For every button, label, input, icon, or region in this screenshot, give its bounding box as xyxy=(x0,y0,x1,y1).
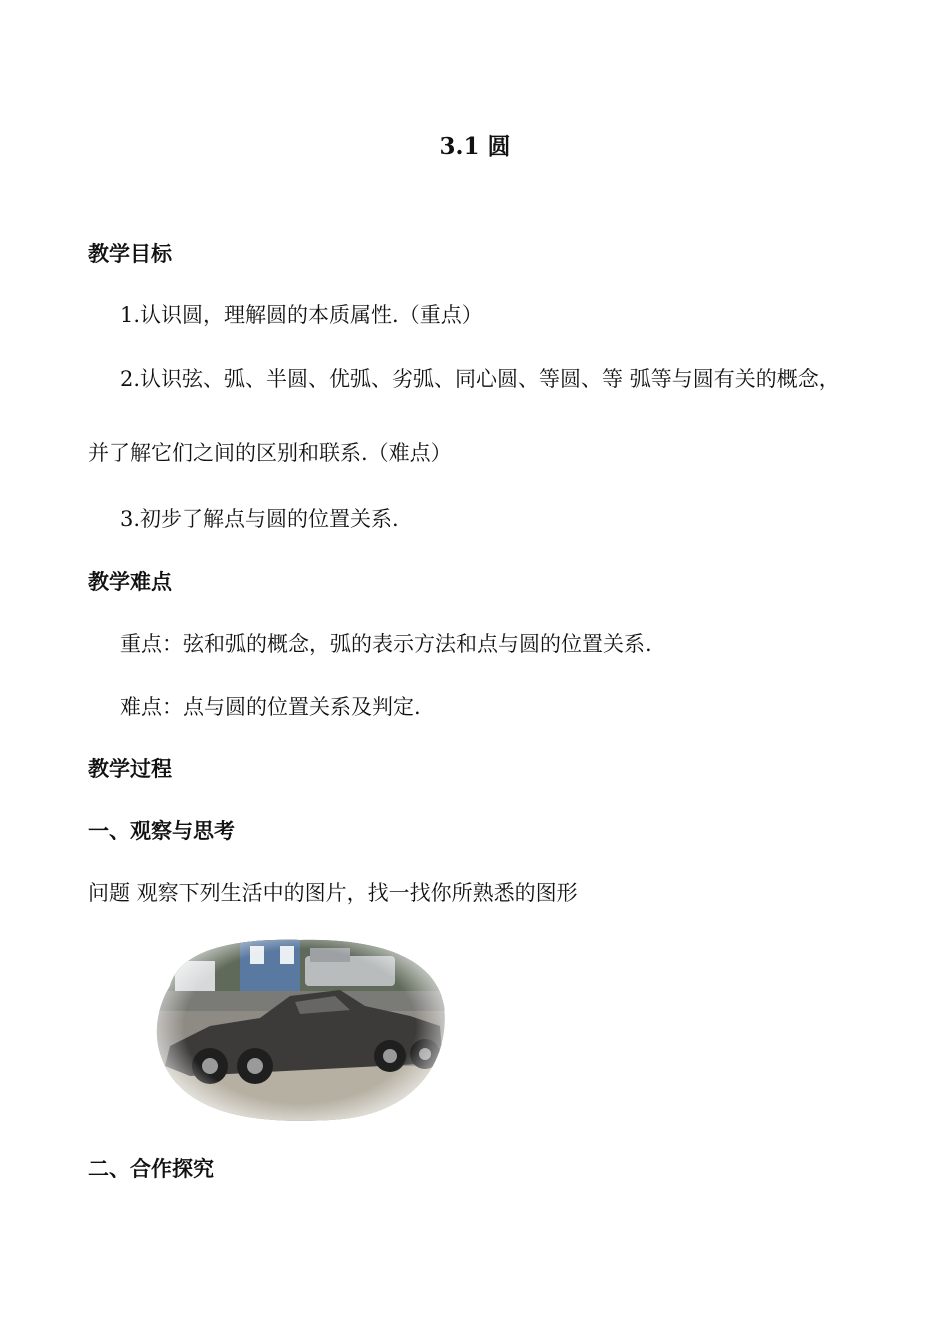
document-title: 3.1 圆 xyxy=(439,133,511,160)
section-observe: 一、观察与思考 xyxy=(88,819,235,843)
heading-objectives: 教学目标 xyxy=(88,242,172,266)
objective-2-line2: 并了解它们之间的区别和联系.（难点） xyxy=(88,441,452,465)
objective-3: 3.初步了解点与圆的位置关系. xyxy=(120,507,399,531)
question-text: 问题 观察下列生活中的图片，找一找你所熟悉的图形 xyxy=(88,881,578,905)
section-explore: 二、合作探究 xyxy=(88,1157,214,1181)
heading-difficulties: 教学难点 xyxy=(88,570,172,594)
objective-1: 1.认识圆，理解圆的本质属性.（重点） xyxy=(120,303,483,327)
heading-process: 教学过程 xyxy=(88,757,172,781)
difficult-point: 难点：点与圆的位置关系及判定. xyxy=(120,695,421,719)
objective-2-line1: 2.认识弦、弧、半圆、优弧、劣弧、同心圆、等圆、等 弧等与圆有关的概念， xyxy=(120,367,840,391)
car-photo xyxy=(150,926,450,1126)
key-point: 重点：弦和弧的概念，弧的表示方法和点与圆的位置关系. xyxy=(120,632,652,656)
